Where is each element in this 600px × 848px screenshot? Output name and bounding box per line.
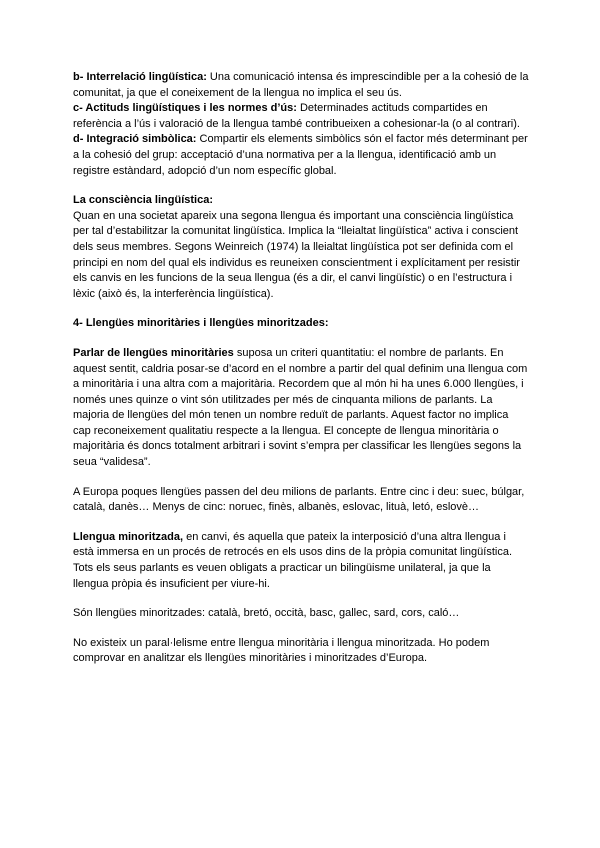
minoritzades-list-paragraph: Són llengües minoritzades: català, bretó, occità, basc, gallec, sard, cors, caló… xyxy=(73,607,460,620)
minoritaries-text: suposa un criteri quantitatiu: el nombre de parlants. En aquest sentit, caldria posar-se d’acord en el nombre a partir del qual definim una llengua com a minoritària i una altra com a majoritària. Recordem que al món hi ha unes 6.000 llengües, i només unes quinze o vint són utilitzades per més de cinquanta milions de parlants. La majoria de llengües del món tenen un nombre reduït de parlants. Aquest factor no implica cap reconeixement qualitatiu respecte a la llengua. El concepte de llengua minoritària o majoritària és doncs totalment arbitrari i sovint s’empra per classificar les llengües segons la seua “validesa”. xyxy=(73,346,528,469)
item-d xyxy=(73,132,529,179)
document-body xyxy=(73,70,529,667)
europa-paragraph: A Europa poques llengües passen del deu milions de parlants. Entre cinc i deu: suec, búlgar, català, danès… Menys de cinc: noruec, finès, albanès, eslovac, lituà, letó, eslovè… xyxy=(73,485,525,514)
consciencia-heading-text: La consciència lingüística: xyxy=(73,194,213,207)
minoritzada-lead: Llengua minoritzada, xyxy=(73,530,184,543)
item-b xyxy=(73,70,529,101)
section-4-heading-text: 4- Llengües minoritàries i llengües minoritzades: xyxy=(73,317,329,330)
paralelisme-paragraph: No existeix un paral·lelisme entre llengua minoritària i llengua minoritzada. Ho podem comprovar en analitzar els llengües minoritàries i minoritzades d’Europa. xyxy=(73,636,490,665)
item-b-lead: b- Interrelació lingüística: xyxy=(73,71,207,83)
item-d-lead: d- Integració simbòlica: xyxy=(73,133,197,146)
item-c-lead: c- Actituds lingüístiques i les normes d’ús: xyxy=(73,102,297,115)
consciencia-heading xyxy=(73,193,529,209)
item-b-text: Una comunicació intensa és imprescindible per a la cohesió de la comunitat, ja que el coneixement de la llengua no implica el seu ús. xyxy=(73,71,529,99)
section-4-heading xyxy=(73,316,529,332)
item-c xyxy=(73,101,529,132)
item-c-text: Determinades actituds compartides en referència a l’ús i valoració de la llengua també contribueixen a cohesionar-la (o al contrari). xyxy=(73,102,520,130)
minoritzada-paragraph xyxy=(73,530,529,592)
minoritzada-text: en canvi, és aquella que pateix la interposició d’una altra llengua i està immersa en un procés de retrocés en els usos dins de la pròpia comunitat lingüística. Tots els seus parlants es veuen obligats a practicar un bilingüisme unilateral, ja que la llengua pròpia és insuficient per viure-hi. xyxy=(73,530,513,590)
minoritaries-paragraph xyxy=(73,346,529,471)
item-d-text: Compartir els elements simbòlics són el factor més determinant per a la cohesió del grup: acceptació d’una normativa per a la llengua, identificació amb un registre estàndard, adopció d’un nom específic global. xyxy=(73,133,528,177)
consciencia-paragraph: Quan en una societat apareix una segona llengua és important una consciència lingüística per tal d’estabilitzar la comunitat lingüística. Implica la “lleialtat lingüística” activa i conscient dels seus membres. Segons Weinreich (1974) la lleialtat lingüística pot ser definida com el principi en nom del qual els individus es reuneixen conscientment i explícitament per resistir els canvis en les funcions de la seua llengua (és a dir, el canvi lingüístic) o en l’estructura i lèxic (això és, la interferència lingüística). xyxy=(73,209,520,300)
minoritaries-lead: Parlar de llengües minoritàries xyxy=(73,346,234,359)
